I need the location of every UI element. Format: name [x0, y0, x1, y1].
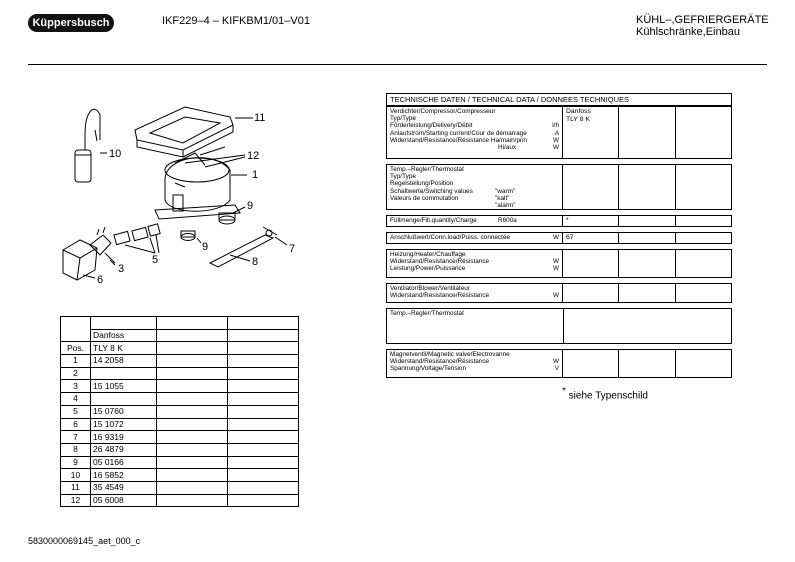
table-row — [61, 443, 299, 456]
table-cell — [228, 355, 299, 368]
callout-1: 1 — [252, 169, 259, 181]
parts-drawing — [55, 95, 315, 295]
table-cell — [228, 329, 299, 342]
label-line: Ventilator/Blower/Ventilateur — [390, 285, 470, 292]
table-cell — [157, 456, 228, 469]
table-cell — [157, 393, 228, 406]
callout-10: 10 — [109, 148, 122, 160]
label-line: Verdichter/Compressor/Compresseur — [390, 108, 496, 115]
table-cell: 2 — [61, 367, 91, 380]
label-line: Valeurs de commutation "kalt" — [390, 194, 510, 202]
callout-7: 7 — [289, 243, 296, 255]
compressor-section — [386, 106, 732, 159]
table-cell — [228, 456, 299, 469]
table-row — [61, 431, 299, 444]
table-cell: 05 0166 — [91, 456, 157, 469]
table-cell — [157, 443, 228, 456]
table-cell — [157, 481, 228, 494]
table-cell: 6 — [61, 418, 91, 431]
table-row — [61, 405, 299, 418]
table-cell: 9 — [61, 456, 91, 469]
value-column — [619, 216, 676, 226]
table-cell: 12 — [61, 494, 91, 507]
value-column — [619, 107, 676, 158]
table-row — [61, 367, 299, 380]
value-column — [563, 309, 619, 343]
table-row — [61, 469, 299, 482]
table-cell — [61, 317, 91, 342]
label-line: Spannung/Voltage/Tension V — [390, 365, 559, 373]
table-cell: Danfoss — [91, 329, 157, 342]
table-cell — [228, 443, 299, 456]
value-column — [619, 165, 676, 209]
table-cell — [228, 367, 299, 380]
valve-labels — [387, 350, 563, 377]
value-column — [619, 284, 676, 302]
table-row — [61, 481, 299, 494]
table-cell: 16 5852 — [91, 469, 157, 482]
table-row — [61, 418, 299, 431]
technical-data — [386, 93, 732, 383]
table-cell: 4 — [61, 393, 91, 406]
table-row — [61, 494, 299, 507]
table-row — [61, 456, 299, 469]
table-cell: 10 — [61, 469, 91, 482]
table-cell — [157, 380, 228, 393]
label-line: Widerstand/Resistance/Résistance Ha/main/prin W — [390, 136, 559, 144]
thermostat-labels — [387, 165, 563, 209]
callout-labels — [97, 112, 295, 286]
table-cell: 15 1072 — [91, 418, 157, 431]
callout-12: 12 — [247, 150, 260, 162]
table-cell: 1 — [61, 355, 91, 368]
value-column — [563, 284, 619, 302]
pos-header: Pos. — [61, 342, 91, 355]
table-cell: 15 0760 — [91, 405, 157, 418]
thermostat2-label: Temp.–Regler/Thermostat — [390, 310, 464, 317]
compressor-brand: Danfoss — [566, 108, 591, 115]
table-cell — [157, 329, 228, 342]
label-line: Anlaufstrom/Starting current/Cour de démarrage A — [390, 129, 559, 137]
value-column — [563, 250, 619, 277]
table-cell — [157, 418, 228, 431]
callout-5: 5 — [152, 254, 159, 266]
tech-title: TECHNISCHE DATEN / TECHNICAL DATA / DONNEES TECHNIQUES — [390, 95, 630, 104]
label-line: Magnetventil/Magnetic valve/Electrovanne — [390, 351, 510, 358]
refrigerant-value: * — [563, 216, 619, 226]
connected-load-label: Anschlußwert/Conn.load/Puiss. connectée W — [387, 233, 563, 243]
table-cell — [228, 494, 299, 507]
valve-section — [386, 349, 732, 378]
footnote: * siehe Typenschild — [562, 386, 648, 402]
table-cell: 16 9319 — [91, 431, 157, 444]
label-line: Regelstellung/Position — [390, 180, 454, 188]
table-row — [61, 355, 299, 368]
table-cell — [228, 380, 299, 393]
label-line: "alarm" — [495, 202, 516, 210]
label-line: Widerstand/Resistance/Résistance W — [390, 258, 559, 266]
tech-title-box — [386, 93, 732, 106]
table-cell — [157, 355, 228, 368]
blower-labels — [387, 284, 563, 302]
relay-cover — [63, 240, 97, 280]
parts-table — [60, 316, 299, 507]
parts-header-row — [61, 329, 299, 342]
table-cell — [228, 342, 299, 355]
table-cell — [228, 469, 299, 482]
value-column — [619, 233, 676, 243]
category-subtitle: Kühlschränke,Einbau — [636, 26, 740, 38]
refrigerant-label: Füllmenge/Fill.quantity/Charge R600a — [387, 216, 563, 226]
table-cell: 8 — [61, 443, 91, 456]
table-cell — [157, 469, 228, 482]
table-cell: 15 1055 — [91, 380, 157, 393]
relay-parts — [114, 224, 160, 253]
value-column — [563, 165, 619, 209]
value-column — [563, 350, 619, 377]
thermostat-section — [386, 164, 732, 210]
callout-11: 11 — [254, 112, 266, 124]
document-id: 5830000069145_aet_000_c — [28, 536, 141, 546]
callout-8: 8 — [252, 256, 259, 268]
heater-section — [386, 249, 732, 278]
table-cell — [228, 405, 299, 418]
label-line: Hi/aux W — [498, 144, 559, 152]
header-divider — [28, 64, 767, 65]
label-line: Typ/Type — [390, 173, 416, 181]
mounting-bracket — [210, 227, 277, 267]
compressor-type: TLY 8 K — [566, 115, 590, 123]
parts-header-row — [61, 342, 299, 355]
table-cell: 35 4549 — [91, 481, 157, 494]
value-column — [619, 250, 676, 277]
parts-header-row — [61, 317, 299, 330]
table-cell: TLY 8 K — [91, 342, 157, 355]
value-column — [676, 216, 732, 226]
table-row — [61, 393, 299, 406]
table-cell — [91, 393, 157, 406]
callout-9b: 9 — [202, 241, 209, 253]
label-line: Schaltwerte/Switching values "warm" — [390, 187, 516, 195]
table-cell — [228, 393, 299, 406]
starter-relay — [90, 227, 115, 263]
label-line: Typ/Type — [390, 115, 416, 123]
table-row — [61, 380, 299, 393]
value-column — [619, 350, 676, 377]
thermostat2-section — [386, 308, 732, 344]
connected-load-value: 67 — [563, 233, 619, 243]
blower-section — [386, 283, 732, 303]
table-cell — [157, 494, 228, 507]
label-line: Widerstand/Resistance/Résistance W — [390, 292, 559, 300]
label-line: Leistung/Power/Puissance W — [390, 265, 559, 273]
callout-6: 6 — [97, 274, 104, 286]
table-cell — [228, 481, 299, 494]
compressor-labels — [387, 107, 563, 158]
capacitor-cable — [75, 109, 100, 182]
table-cell — [91, 367, 157, 380]
value-column — [676, 107, 732, 158]
table-cell: 14 2058 — [91, 355, 157, 368]
value-column — [676, 284, 732, 302]
table-cell — [91, 317, 157, 330]
heater-labels — [387, 250, 563, 277]
label-line: Förderleistung/Delivery/Débit l/h — [390, 122, 559, 130]
table-cell — [157, 431, 228, 444]
label-line: Temp.–Regler/Thermostat — [390, 166, 464, 173]
category-title: KÜHL–,GEFRIERGERÄTE — [636, 14, 769, 26]
table-cell — [228, 418, 299, 431]
table-cell: 05 6008 — [91, 494, 157, 507]
connected-load-section — [386, 232, 732, 244]
value-column — [676, 350, 732, 377]
callout-3: 3 — [118, 263, 125, 275]
table-cell — [157, 367, 228, 380]
value-column — [676, 165, 732, 209]
table-cell — [157, 405, 228, 418]
table-cell — [157, 317, 228, 330]
table-cell — [157, 342, 228, 355]
table-cell: 26 4879 — [91, 443, 157, 456]
table-cell: 11 — [61, 481, 91, 494]
brand-logo: Küppersbusch — [28, 14, 114, 32]
value-column — [676, 233, 732, 243]
table-cell — [228, 317, 299, 330]
table-cell: 7 — [61, 431, 91, 444]
callout-9a: 9 — [247, 200, 254, 212]
table-cell: 5 — [61, 405, 91, 418]
compressor-value — [563, 107, 619, 158]
refrigerant-section — [386, 215, 732, 227]
label-line: Widerstand/Resistance/Résistance W — [390, 358, 559, 366]
label-line: Heizung/Heater/Chauffage — [390, 251, 466, 258]
model-number: IKF229–4 – KIFKBM1/01–V01 — [162, 15, 310, 27]
value-column — [676, 250, 732, 277]
table-cell — [228, 431, 299, 444]
table-cell: 3 — [61, 380, 91, 393]
